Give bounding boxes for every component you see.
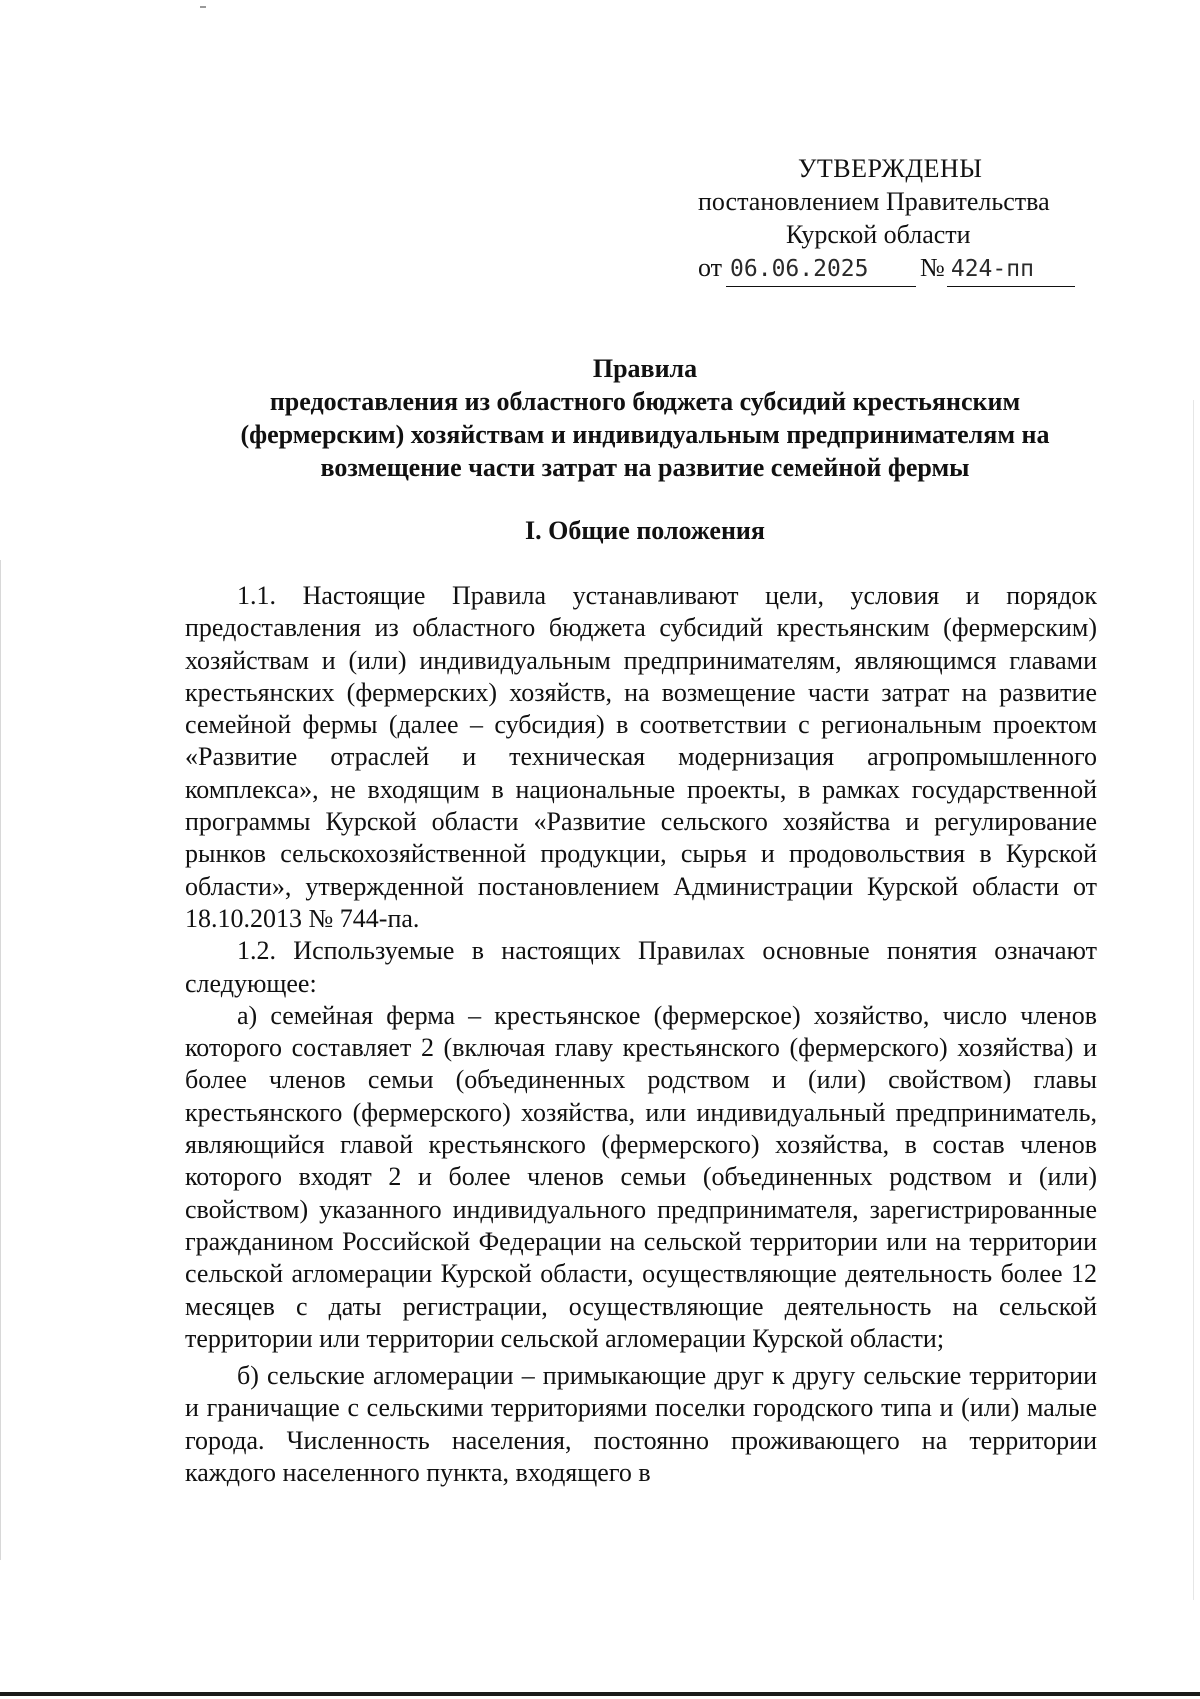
- document-title: [185, 352, 1105, 484]
- number-stamp: 424-пп: [947, 253, 1075, 287]
- approval-region: Курской области: [786, 220, 971, 249]
- approval-date-number: [698, 251, 1120, 287]
- paragraph-1-1: 1.1. Настоящие Правила устанавливают цели, условия и порядок предоставления из областного бюджета субсидий крестьянским (фермерским) хозяйствам и (или) индивидуальным предпринимателям, являющимся главами крестьянских (фермерских) хозяйств, на возмещение части затрат на развитие семейной фермы (далее – субсидия) в соответствии с региональным проектом «Развитие отраслей и техническая модернизация агропромышленного комплекса», не входящим в национальные проекты, в рамках государственной программы Курской области «Развитие сельского хозяйства и регулирование рынков сельскохозяйственной продукции, сырья и продовольствия в Курской области», утвержденной постановлением Администрации Курской области от 18.10.2013 № 744-па.: [185, 581, 1097, 933]
- paragraph-1-2: 1.2. Используемые в настоящих Правилах основные понятия означают следующее:: [185, 936, 1097, 998]
- title-main: Правила: [592, 354, 698, 383]
- body-text: [185, 580, 1097, 1489]
- paragraph-a: а) семейная ферма – крестьянское (фермерское) хозяйство, число членов которого составляет 2 (включая главу крестьянского (фермерского) хозяйства) и более членов семьи (объединенных родством и (или) свойством) главы крестьянского (фермерского) хозяйства, или индивидуальный предприниматель, являющийся главой крестьянского (фермерского) хозяйства, в состав членов которого входят 2 и более членов семьи (объединенных родством и (или) свойством) указанного индивидуального предпринимателя, зарегистрированные гражданином Российской Федерации на сельской территории или на территории сельской агломерации Курской области, осуществляющие деятельность более 12 месяцев с даты регистрации, осуществляющие деятельность на сельской территории или территории сельской агломерации Курской области;: [185, 1000, 1097, 1353]
- section-heading: I. Общие положения: [525, 516, 765, 545]
- paragraph-b: б) сельские агломерации – примыкающие друг к другу сельские территории и граничащие с сельскими территориями поселки городского типа и (или) малые города. Численность населения, постоянно проживающего на территории каждого населенного пункта, входящего в: [185, 1361, 1097, 1488]
- scan-edge-right: [1193, 400, 1194, 1600]
- title-subtitle: предоставления из областного бюджета субсидий крестьянским (фермерским) хозяйствам и индивидуальным предпринимателям на возмещение части затрат на развитие семейной фермы: [240, 387, 1050, 482]
- approval-block: [600, 152, 1120, 287]
- scan-border-bottom: [0, 1692, 1200, 1696]
- date-prefix: от: [698, 253, 723, 282]
- approval-resolution: постановлением Правительства: [698, 187, 1050, 216]
- scan-mark: [200, 6, 206, 8]
- number-prefix: №: [920, 253, 945, 282]
- approval-heading: УТВЕРЖДЕНЫ: [798, 154, 983, 183]
- scan-edge-left: [0, 560, 1, 1560]
- date-stamp: 06.06.2025: [726, 253, 916, 287]
